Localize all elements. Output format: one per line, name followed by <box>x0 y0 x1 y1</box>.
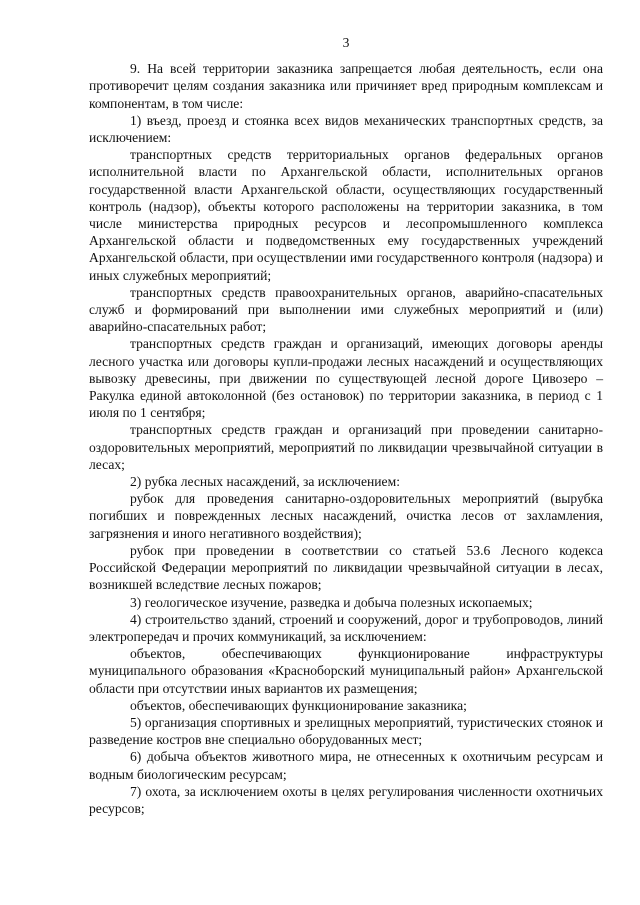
document-body <box>89 60 603 817</box>
paragraph-exception-reserve-objects: объектов, обеспечивающих функционирование заказника; <box>130 697 467 713</box>
paragraph-9-intro: 9. На всей территории заказника запрещается любая деятельность, если она противоречит целям создания заказника или причиняет вред природным комплексам и компонентам, в том числе: <box>89 61 603 111</box>
paragraph-exception-sanitary-felling: рубок для проведения санитарно-оздоровительных мероприятий (вырубка погибших и поврежденных лесных насаждений, очистка лесов от захламления, загрязнения и иного негативного воздействия); <box>89 491 603 541</box>
paragraph-exception-territorial-bodies: транспортных средств территориальных органов федеральных органов исполнительной власти по Архангельской области, исполнительных органов государственной власти Архангельской области, осуществляющих государственный контроль (надзор), объекты которого расположены на территории заказника, в том числе министерства природных ресурсов и лесопромышленного комплекса Архангельской области и подведомственных ему государственных учреждений Архангельской области, при осуществлении ими государственного контроля (надзора) и иных служебных мероприятий; <box>89 147 603 283</box>
paragraph-exception-sanitary: транспортных средств граждан и организаций при проведении санитарно-оздоровительных мероприятий, мероприятий по ликвидации чрезвычайной ситуации в лесах; <box>89 422 603 472</box>
paragraph-item-1: 1) въезд, проезд и стоянка всех видов механических транспортных средств, за исключением: <box>89 112 603 146</box>
paragraph-exception-emergency-felling: рубок при проведении в соответствии со статьей 53.6 Лесного кодекса Российской Федерации мероприятий по ликвидации чрезвычайной ситуации в лесах, возникшей вследствие лесных пожаров; <box>89 542 603 593</box>
paragraph-item-4: 4) строительство зданий, строений и сооружений, дорог и трубопроводов, линий электропередач и прочих коммуникаций, за исключением: <box>89 611 603 644</box>
paragraph-exception-infrastructure: объектов, обеспечивающих функционирование инфраструктуры муниципального образования «Красноборский муниципальный район» Архангельской области при отсутствии иных вариантов их размещения; <box>89 646 603 696</box>
paragraph-item-2: 2) рубка лесных насаждений, за исключением: <box>130 474 400 490</box>
paragraph-item-3: 3) геологическое изучение, разведка и добыча полезных ископаемых; <box>130 594 533 610</box>
page-number: 3 <box>342 35 350 50</box>
paragraph-item-6: 6) добыча объектов животного мира, не отнесенных к охотничьим ресурсам и водным биологическим ресурсам; <box>89 749 603 782</box>
paragraph-exception-timber-transport: транспортных средств граждан и организаций, имеющих договоры аренды лесного участка или договоры купли-продажи лесных насаждений и осуществляющих вывозку древесины, при движении по существующей лесной дороге Цивозеро – Ракулка единой автоколонной (без остановок) по территории заказника, в период с 1 июля по 1 сентября; <box>89 336 603 421</box>
paragraph-exception-law-enforcement: транспортных средств правоохранительных органов, аварийно-спасательных служб и формирований при выполнении ими служебных мероприятий и (или) аварийно-спасательных работ; <box>89 284 603 335</box>
paragraph-item-5: 5) организация спортивных и зрелищных мероприятий, туристических стоянок и разведение костров вне специально оборудованных мест; <box>89 714 603 748</box>
paragraph-item-7: 7) охота, за исключением охоты в целях регулирования численности охотничьих ресурсов; <box>89 783 603 816</box>
